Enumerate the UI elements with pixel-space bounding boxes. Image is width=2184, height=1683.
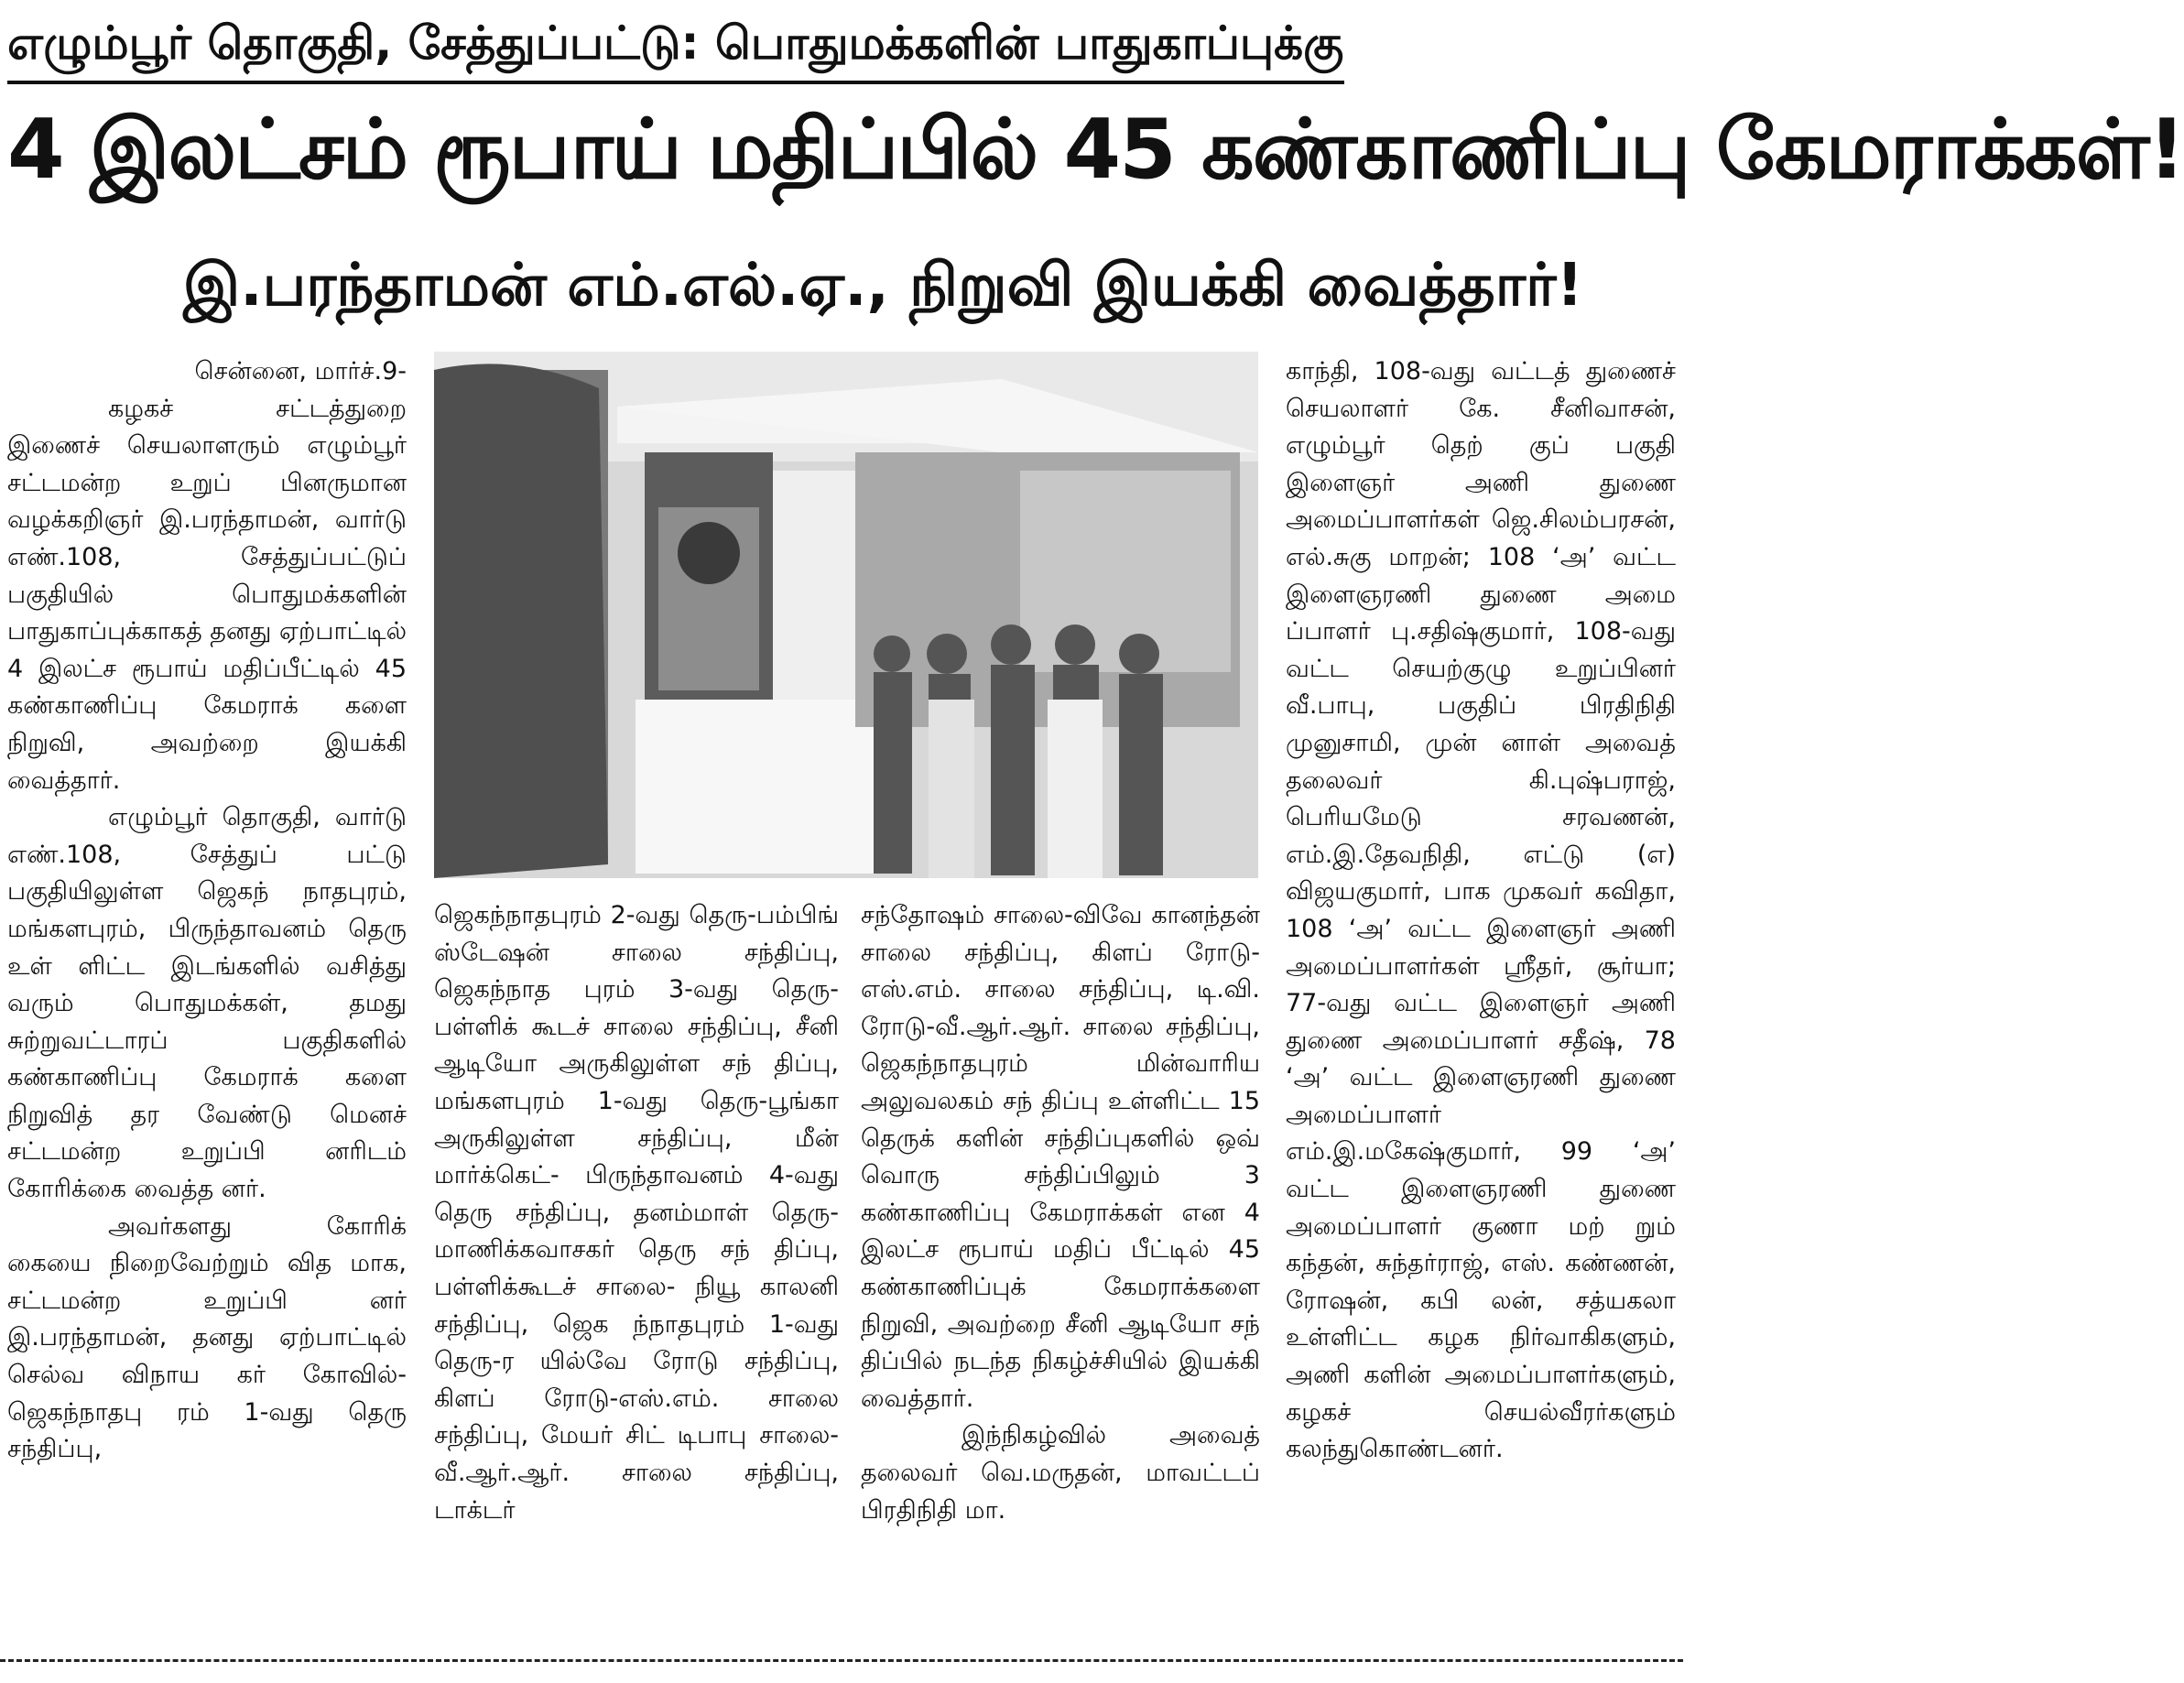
dateline: சென்னை, மார்ச்.9- xyxy=(194,357,407,385)
paragraph: ஜெகந்நாதபுரம் 2-வது தெரு-பம்பிங் ஸ்டேஷன் சாலை சந்திப்பு, ஜெகந்நாத புரம் 3-வது தெரு-பள்ளிக் கூடச் சாலை சந்திப்பு, சீனி ஆடியோ அருகிலுள்ள சந் திப்பு, மங்களபுரம் 1-வது தெரு-பூங்கா அருகிலுள்ள சந்திப்பு, மீன் மார்க்கெட்- பிருந்தாவனம் 4-வது தெரு சந்திப்பு, தனம்மாள் தெரு- மாணிக்கவாசகர் தெரு சந் திப்பு, பள்ளிக்கூடச் சாலை- நியூ காலனி சந்திப்பு, ஜெக ந்நாதபுரம் 1-வது தெரு-ர யில்வே ரோடு சந்திப்பு, கிளப் ரோடு-எஸ்.எம். சாலை சந்திப்பு, மேயர் சிட் டிபாபு சாலை-வீ.ஆர்.ஆர். சாலை சந்திப்பு, டாக்டர் xyxy=(434,901,839,1525)
paragraph: இந்நிகழ்வில் அவைத் தலைவர் வெ.மருதன், மாவட்டப் பிரதிநிதி மா. xyxy=(861,1421,1260,1525)
article-column-4 xyxy=(1286,353,1676,1645)
paragraph: கழகச் சட்டத்துறை இணைச் செயலாளரும் எழும்பூர் சட்டமன்ற உறுப் பினருமான வழக்கறிஞர் இ.பரந்தாமன், வார்டு எண்.108, சேத்துப்பட்டுப் பகுதியில் பொதுமக்களின் பாதுகாப்புக்காகத் தனது ஏற்பாட்டில் 4 இலட்ச ரூபாய் மதிப்பீட்டில் 45 கண்காணிப்பு கேமராக் களை நிறுவி, அவற்றை இயக்கி வைத்தார். xyxy=(7,394,407,795)
paragraph: எழும்பூர் தொகுதி, வார்டு எண்.108, சேத்துப் பட்டு பகுதியிலுள்ள ஜெகந் நாதபுரம், மங்களபுரம், பிருந்தாவனம் தெரு உள் ளிட்ட இடங்களில் வசித்து வரும் பொதுமக்கள், தமது சுற்றுவட்டாரப் பகுதிகளில் கண்காணிப்பு கேமராக் களை நிறுவித் தர வேண்டு மெனச் சட்டமன்ற உறுப்பி னரிடம் கோரிக்கை வைத்த னர். xyxy=(7,803,407,1204)
paragraph: சந்தோஷம் சாலை-விவே கானந்தன் சாலை சந்திப்பு, கிளப் ரோடு-எஸ்.எம். சாலை சந்திப்பு, டி.வி. ரோடு-வீ.ஆர்.ஆர். சாலை சந்திப்பு, ஜெகந்நாதபுரம் மின்வாரிய அலுவலகம் சந் திப்பு உள்ளிட்ட 15 தெருக் களின் சந்திப்புகளில் ஒவ் வொரு சந்திப்பிலும் 3 கண்காணிப்பு கேமராக்கள் என 4 இலட்ச ரூபாய் மதிப் பீட்டில் 45 கண்காணிப்புக் கேமராக்களை நிறுவி, அவற்றை சீனி ஆடியோ சந் திப்பில் நடந்த நிகழ்ச்சியில் இயக்கி வைத்தார். xyxy=(861,901,1260,1413)
article-column-2 xyxy=(434,897,839,1648)
article-column-3 xyxy=(861,897,1260,1648)
photo-illustration xyxy=(434,352,1258,878)
paragraph: காந்தி, 108-வது வட்டத் துணைச் செயலாளர் கே. சீனிவாசன், எழும்பூர் தெற் குப் பகுதி இளைஞர் அணி துணை அமைப்பாளர்கள் ஜெ.சிலம்பரசன், எல்.சுகு மாறன்; 108 ‘அ’ வட்ட இளைஞரணி துணை அமை ப்பாளர் பு.சதிஷ்குமார், 108-வது வட்ட செயற்குழு உறுப்பினர் வீ.பாபு, பகுதிப் பிரதிநிதி முனுசாமி, முன் னாள் அவைத் தலைவர் கி.புஷ்பராஜ், பெரியமேடு சரவணன், எம்.இ.தேவநிதி, எட்டு (எ) விஜயகுமார், பாக முகவர் கவிதா, 108 ‘அ’ வட்ட இளைஞர் அணி அமைப்பாளர்கள் ஸ்ரீதர், சூர்யா; 77-வது வட்ட இளைஞர் அணி துணை அமைப்பாளர் சதீஷ், 78 ‘அ’ வட்ட இளைஞரணி துணை அமைப்பாளர் எம்.இ.மகேஷ்குமார், 99 ‘அ’ வட்ட இளைஞரணி துணை அமைப்பாளர் குணா மற் றும் கந்தன், சுந்தர்ராஜ், எஸ். கண்ணன், ரோஷன், கபி லன், சத்யகலா உள்ளிட்ட கழக நிர்வாகிகளும், அணி களின் அமைப்பாளர்களும், கழகச் செயல்வீரர்களும் கலந்துகொண்டனர். xyxy=(1286,357,1676,1464)
article-column-1 xyxy=(7,353,407,1645)
sub-headline: இ.பரந்தாமன் எம்.எல்.ஏ., நிறுவி இயக்கி வைத்தார்! xyxy=(183,252,1583,320)
event-photo xyxy=(434,352,1258,878)
kicker-headline: எழும்பூர் தொகுதி, சேத்துப்பட்டு: பொதுமக்களின் பாதுகாப்புக்கு xyxy=(7,13,1344,84)
main-headline: 4 இலட்சம் ரூபாய் மதிப்பில் 45 கண்காணிப்பு கேமராக்கள்! xyxy=(7,102,2184,198)
cut-line-divider xyxy=(0,1659,1683,1662)
paragraph: அவர்களது கோரிக் கையை நிறைவேற்றும் வித மாக, சட்டமன்ற உறுப்பி னர் இ.பரந்தாமன், தனது ஏற்பாட்டில் செல்வ விநாய கர் கோவில்-ஜெகந்நாதபு ரம் 1-வது தெரு சந்திப்பு, xyxy=(7,1211,407,1464)
